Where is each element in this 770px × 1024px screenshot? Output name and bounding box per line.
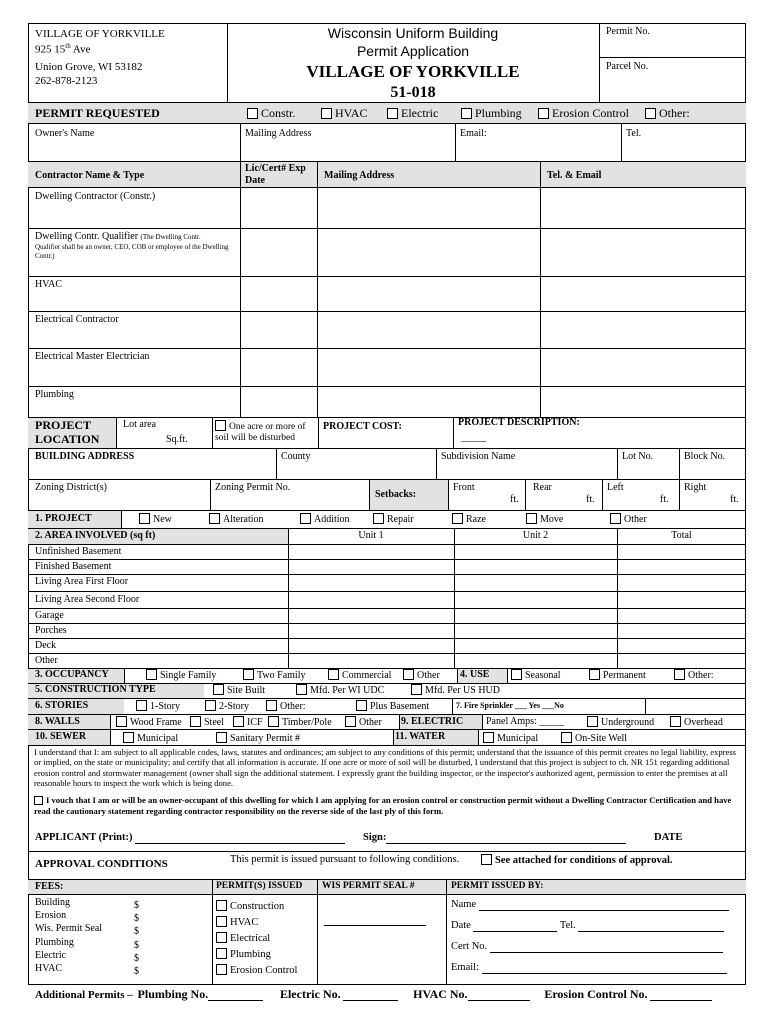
ft-unit: ft. <box>660 494 669 505</box>
permit-opt-hvac[interactable]: HVAC <box>321 107 367 120</box>
checkbox[interactable] <box>116 716 127 727</box>
owner-vouch[interactable]: I vouch that I am or will be an owner-occupant of this dwelling for which I am applying for an erosion control or construction permit without a Dwelling Contractor Certification and have read the cautionary statement regarding contractor responsibility on the reverse side of the last ply of this form. <box>34 795 732 816</box>
permit-opt-other[interactable]: Other: <box>645 107 690 120</box>
project-opt-other[interactable]: Other <box>610 513 647 525</box>
electric-opt-underground[interactable]: Underground <box>587 716 654 728</box>
checkbox[interactable] <box>538 108 549 119</box>
checkbox[interactable] <box>373 513 384 524</box>
form-title-village: VILLAGE OF YORKVILLE <box>306 62 520 81</box>
walls-label: 8. WALLS <box>35 716 80 727</box>
checkbox[interactable] <box>213 684 224 695</box>
area-col-unit1: Unit 1 <box>358 530 384 541</box>
use-label: 4. USE <box>460 669 490 680</box>
checkbox[interactable] <box>345 716 356 727</box>
permit-issued-hvac[interactable]: HVAC <box>216 915 297 931</box>
area-col-total: Total <box>671 530 692 541</box>
sign-label: Sign: <box>363 832 626 844</box>
use-opt-seasonal[interactable]: Seasonal <box>511 669 561 681</box>
fee-item: Wis. Permit Seal <box>35 923 103 935</box>
contractor-row-plumbing: Plumbing <box>35 389 74 400</box>
stories-opt-other[interactable]: Other: <box>266 700 306 712</box>
fee-item: HVAC <box>35 963 63 975</box>
lot-sqft-label: Sq.ft. <box>166 434 188 445</box>
checkbox[interactable] <box>645 108 656 119</box>
lot-area-label: Lot area <box>123 419 157 430</box>
checkbox[interactable] <box>146 669 157 680</box>
approval-label: APPROVAL CONDITIONS <box>35 858 168 870</box>
permit-issued-erosion[interactable]: Erosion Control <box>216 963 297 979</box>
ft-unit: ft. <box>510 494 519 505</box>
checkbox[interactable] <box>670 716 681 727</box>
water-label: 11. WATER <box>395 731 446 742</box>
use-opt-other[interactable]: Other: <box>674 669 714 681</box>
area-row: Deck <box>35 640 57 651</box>
contractor-row-qualifier: Dwelling Contr. Qualifier (The Dwelling Contr. <box>35 231 201 242</box>
owner-mailing-label: Mailing Address <box>245 128 312 139</box>
checkbox[interactable] <box>483 732 494 743</box>
checkbox[interactable] <box>247 108 258 119</box>
building-address-label: BUILDING ADDRESS <box>35 451 135 462</box>
contractor-col-mailing: Mailing Address <box>324 170 395 181</box>
construction-opt-site[interactable]: Site Built <box>213 684 265 696</box>
seal-label: WIS PERMIT SEAL # <box>322 881 415 891</box>
checkbox[interactable] <box>268 716 279 727</box>
stories-label: 6. STORIES <box>35 700 89 711</box>
permit-opt-constr[interactable]: Constr. <box>247 107 295 120</box>
checkbox[interactable] <box>216 964 227 975</box>
date-label: DATE <box>654 832 683 843</box>
checkbox[interactable] <box>34 796 43 805</box>
county-label: County <box>281 451 311 462</box>
water-opt-municipal[interactable]: Municipal <box>483 732 538 744</box>
qualifier-note: Qualifier shall be an owner, CEO, COB or employee of the Dwelling Contr.) <box>35 243 229 261</box>
checkbox[interactable] <box>589 669 600 680</box>
checkbox[interactable] <box>215 420 226 431</box>
checkbox[interactable] <box>233 716 244 727</box>
construction-opt-udc[interactable]: Mfd. Per WI UDC <box>296 684 384 696</box>
contractor-row-hvac: HVAC <box>35 279 63 290</box>
walls-opt-wood[interactable]: Wood Frame <box>116 716 182 728</box>
form-title-line1: Wisconsin Uniform Building <box>327 25 499 41</box>
permit-opt-erosion[interactable]: Erosion Control <box>538 107 629 120</box>
checkbox[interactable] <box>321 108 332 119</box>
legal-statement: I understand that I: am subject to all applicable codes, laws, statutes and ordinances; am subject to any conditions of this permit; understand that the issuance of this permit creates no legal liability, express or implied, on the state or municipality; and certify that all information is accurate. If one acre or more of soil will be disturbed, I understand that this project is subject to ch. NR 151 regarding additional erosion control and stormwater management (owner shall sign the additional statement. I expressly grant the building inspector, or the inspector's authorized agent, permission to enter the premises at all reasonable hours to inspect the work which is being done. <box>34 747 737 788</box>
permits-issued-label: PERMIT(S) ISSUED <box>216 881 303 891</box>
stories-opt-2[interactable]: 2-Story <box>205 700 249 712</box>
occupancy-label: 3. OCCUPANCY <box>35 669 109 680</box>
area-row: Living Area First Floor <box>35 576 129 587</box>
occupancy-opt-two[interactable]: Two Family <box>243 669 305 681</box>
issued-by-date: Date Tel. <box>451 920 724 932</box>
org-address: VILLAGE OF YORKVILLE 925 15th Ave Union Grove, WI 53182 262-878-2123 <box>35 28 165 87</box>
checkbox[interactable] <box>561 732 572 743</box>
fee-item: Plumbing <box>35 936 74 948</box>
checkbox[interactable] <box>123 732 134 743</box>
area-row: Living Area Second Floor <box>35 594 140 605</box>
permits-issued-list <box>216 899 297 979</box>
fee-item: Electric <box>35 949 67 961</box>
checkbox[interactable] <box>209 513 220 524</box>
area-col-unit2: Unit 2 <box>522 530 549 541</box>
contractor-row-electrical: Electrical Contractor <box>35 314 119 325</box>
permit-issued-electrical[interactable]: Electrical <box>216 931 297 947</box>
block-no-label: Block No. <box>684 451 726 462</box>
checkbox[interactable] <box>216 916 227 927</box>
use-opt-permanent[interactable]: Permanent <box>589 669 646 681</box>
setback-right-label: Right <box>684 482 707 493</box>
area-row: Garage <box>35 610 64 621</box>
zoning-permit-label: Zoning Permit No. <box>215 482 291 493</box>
occupancy-opt-other[interactable]: Other <box>403 669 440 681</box>
contractor-col-tel: Tel. & Email <box>547 170 602 181</box>
walls-opt-other[interactable]: Other <box>345 716 382 728</box>
description-blank: _____ <box>461 432 486 443</box>
project-opt-raze[interactable]: Raze <box>452 513 486 525</box>
checkbox[interactable] <box>328 669 339 680</box>
electric-label: 9. ELECTRIC <box>401 716 464 727</box>
checkbox[interactable] <box>205 700 216 711</box>
contractor-row-dwelling: Dwelling Contractor (Constr.) <box>35 191 156 202</box>
checkbox[interactable] <box>216 732 227 743</box>
area-label: 2. AREA INVOLVED (sq ft) <box>35 530 156 541</box>
panel-amps: Panel Amps: _____ <box>486 716 565 727</box>
approval-text: This permit is issued pursuant to following conditions. <box>230 854 460 865</box>
permit-opt-electric[interactable]: Electric <box>387 107 438 120</box>
walls-opt-timber[interactable]: Timber/Pole <box>268 716 332 728</box>
fee-item: Building <box>35 897 71 908</box>
checkbox[interactable] <box>356 700 367 711</box>
checkbox[interactable] <box>216 900 227 911</box>
checkbox[interactable] <box>461 108 472 119</box>
setback-rear-label: Rear <box>533 482 552 493</box>
sewer-label: 10. SEWER <box>35 731 87 742</box>
construction-opt-hud[interactable]: Mfd. Per US HUD <box>411 684 500 696</box>
occupancy-opt-commercial[interactable]: Commercial <box>328 669 391 681</box>
checkbox[interactable] <box>387 108 398 119</box>
permit-requested-label: PERMIT REQUESTED <box>35 106 160 120</box>
issued-by-cert: Cert No. <box>451 941 723 953</box>
checkbox[interactable] <box>216 932 227 943</box>
sewer-opt-municipal[interactable]: Municipal <box>123 732 178 744</box>
checkbox[interactable] <box>139 513 150 524</box>
project-opt-alteration[interactable]: Alteration <box>209 513 264 525</box>
lot-no-label: Lot No. <box>622 451 654 462</box>
checkbox[interactable] <box>136 700 147 711</box>
issued-by-label: PERMIT ISSUED BY: <box>451 881 544 891</box>
checkbox[interactable] <box>403 669 414 680</box>
issued-by-name: Name <box>451 899 729 911</box>
fees-list <box>35 896 102 975</box>
permit-no-label: Permit No. <box>606 26 650 37</box>
owner-name-label: Owner's Name <box>35 128 95 139</box>
checkbox[interactable] <box>511 669 522 680</box>
project-cost-label: PROJECT COST: <box>323 421 402 432</box>
fees-currency: $ $ $ $ $ $ <box>134 900 139 978</box>
water-opt-well[interactable]: On-Site Well <box>561 732 627 744</box>
checkbox[interactable] <box>411 684 422 695</box>
checkbox[interactable] <box>610 513 621 524</box>
ft-unit: ft. <box>730 494 739 505</box>
form-title-line2: Permit Application <box>356 43 470 59</box>
additional-permits: Additional Permits – Plumbing No. Electric No. HVAC No. Erosion Control No. <box>35 988 712 1001</box>
checkbox[interactable] <box>674 669 685 680</box>
construction-type-label: 5. CONSTRUCTION TYPE <box>35 684 156 695</box>
checkbox[interactable] <box>526 513 537 524</box>
ft-unit: ft. <box>586 494 595 505</box>
project-type-label: 1. PROJECT <box>35 513 92 524</box>
area-row: Finished Basement <box>35 561 112 572</box>
checkbox[interactable] <box>587 716 598 727</box>
fire-sprinkler: 7. Fire Sprinkler ___ Yes ___No <box>456 701 564 710</box>
project-opt-move[interactable]: Move <box>526 513 563 525</box>
project-location-label: PROJECT LOCATION <box>35 418 100 446</box>
checkbox[interactable] <box>190 716 201 727</box>
issued-by-email: Email: <box>451 962 727 974</box>
electric-opt-overhead[interactable]: Overhead <box>670 716 723 728</box>
subdivision-label: Subdivision Name <box>441 451 516 462</box>
form-number: 51-018 <box>390 84 436 101</box>
checkbox[interactable] <box>481 854 492 865</box>
permit-issued-construction[interactable]: Construction <box>216 899 297 915</box>
checkbox[interactable] <box>452 513 463 524</box>
checkbox[interactable] <box>216 948 227 959</box>
walls-opt-steel[interactable]: Steel <box>190 716 224 728</box>
setback-front-label: Front <box>453 482 475 493</box>
checkbox[interactable] <box>300 513 311 524</box>
stories-opt-1[interactable]: 1-Story <box>136 700 180 712</box>
occupancy-opt-single[interactable]: Single Family <box>146 669 216 681</box>
contractor-col-lic: Lic/Cert# Exp Date <box>245 163 306 186</box>
contractor-col-name: Contractor Name & Type <box>35 170 145 181</box>
checkbox[interactable] <box>243 669 254 680</box>
project-opt-new[interactable]: New <box>139 513 172 525</box>
fees-label: FEES: <box>35 881 64 892</box>
checkbox[interactable] <box>296 684 307 695</box>
one-acre-option[interactable]: One acre or more of soil will be disturbed <box>215 422 306 444</box>
setback-left-label: Left <box>607 482 624 493</box>
parcel-no-label: Parcel No. <box>606 61 649 72</box>
seal-number-line <box>324 925 426 926</box>
walls-opt-icf[interactable]: ICF <box>233 716 263 728</box>
contractor-row-master: Electrical Master Electrician <box>35 351 150 362</box>
permit-form <box>28 23 746 1008</box>
applicant-print-label: APPLICANT (Print:) <box>35 832 345 844</box>
area-row: Unfinished Basement <box>35 546 122 557</box>
project-description-label: PROJECT DESCRIPTION: <box>458 417 580 428</box>
project-opt-repair[interactable]: Repair <box>373 513 414 525</box>
stories-opt-basement[interactable]: Plus Basement <box>356 700 429 712</box>
area-row: Other <box>35 655 58 666</box>
project-opt-addition[interactable]: Addition <box>300 513 350 525</box>
checkbox[interactable] <box>266 700 277 711</box>
permit-issued-plumbing[interactable]: Plumbing <box>216 947 297 963</box>
owner-email-label: Email: <box>460 128 487 139</box>
setbacks-label: Setbacks: <box>375 489 417 500</box>
owner-tel-label: Tel. <box>626 128 642 139</box>
permit-opt-plumbing[interactable]: Plumbing <box>461 107 522 120</box>
see-attached-option[interactable]: See attached for conditions of approval. <box>481 854 673 867</box>
fee-item: Erosion <box>35 910 67 922</box>
area-row: Porches <box>35 625 67 636</box>
sewer-opt-sanitary[interactable]: Sanitary Permit # <box>216 732 300 744</box>
zoning-district-label: Zoning District(s) <box>35 482 107 493</box>
